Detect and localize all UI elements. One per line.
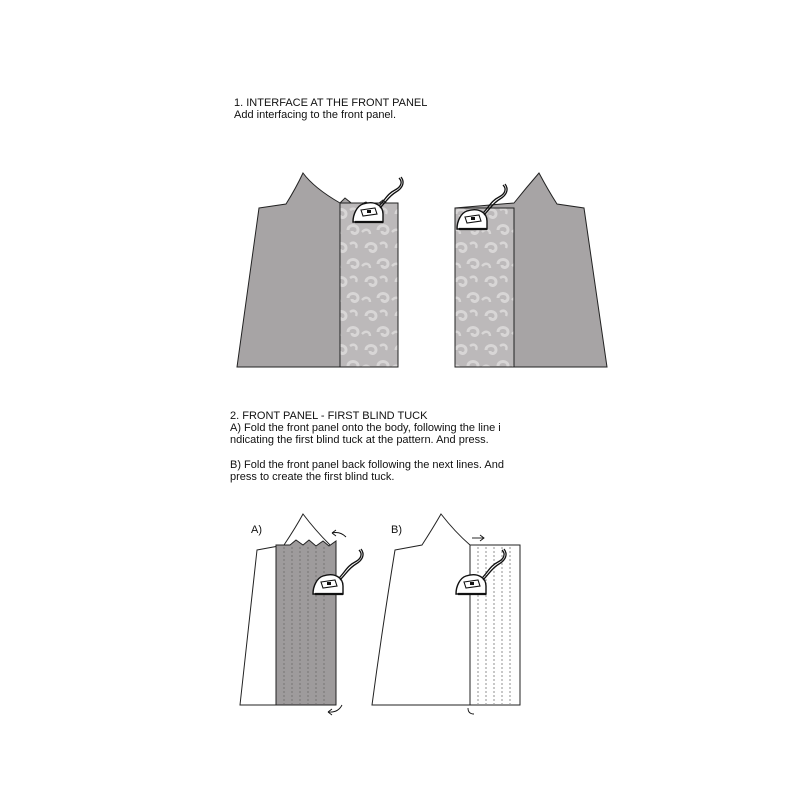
fold-diagram-b xyxy=(372,514,520,714)
step2-heading: 2. FRONT PANEL - FIRST BLIND TUCK xyxy=(230,410,428,422)
step2-line-a1: A) Fold the front panel onto the body, following the line i xyxy=(230,422,501,434)
label-b: B) xyxy=(391,524,402,536)
fold-arrow-icon xyxy=(328,705,342,712)
label-a: A) xyxy=(251,524,262,536)
fold-diagram-a xyxy=(240,514,346,715)
step2-line-b2: press to create the first blind tuck. xyxy=(230,471,395,483)
left-front-panel xyxy=(237,173,398,367)
step2-line-a2: ndicating the first blind tuck at the pattern. And press. xyxy=(230,434,489,446)
fold-arrow-icon xyxy=(468,708,474,714)
interfacing-left xyxy=(340,203,398,367)
interfacing-right xyxy=(455,208,514,367)
folded-panel-a xyxy=(276,540,336,705)
right-front-panel xyxy=(455,173,607,367)
folded-panel-b xyxy=(470,545,520,705)
step2-line-b1: B) Fold the front panel back following the next lines. And xyxy=(230,459,504,471)
step1-text: Add interfacing to the front panel. xyxy=(234,109,397,121)
step1-heading: 1. INTERFACE AT THE FRONT PANEL xyxy=(234,97,428,109)
